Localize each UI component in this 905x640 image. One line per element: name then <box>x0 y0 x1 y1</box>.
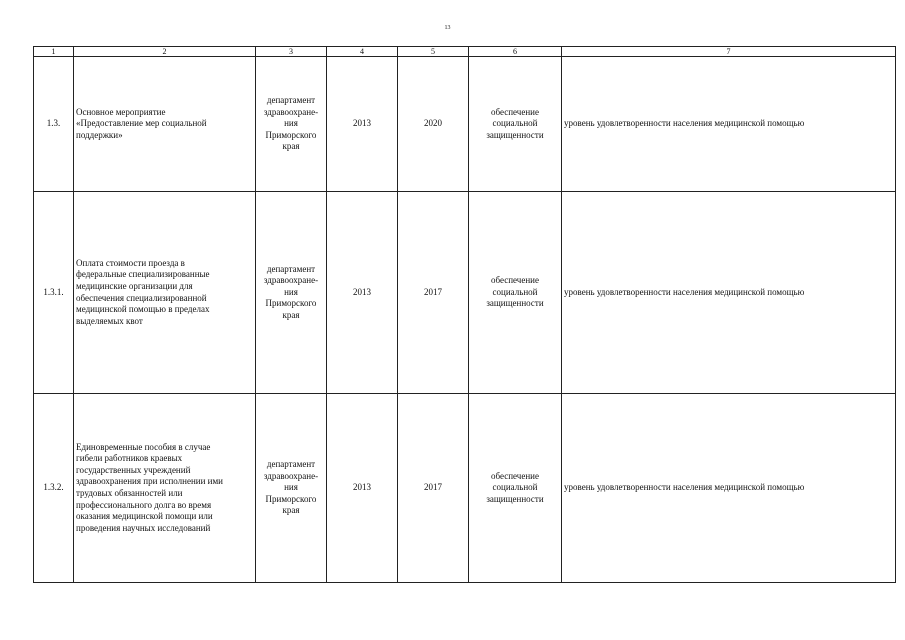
measure-name <box>74 57 256 192</box>
executor-line: департамент <box>266 263 316 274</box>
header-cell: 1 <box>34 47 74 57</box>
end-year: 2020 <box>398 57 469 192</box>
measure-name-line: медицинской помощью в пределах <box>76 304 210 315</box>
measure-name-line: гибели работников краевых <box>76 453 183 464</box>
start-year: 2013 <box>327 394 398 583</box>
table-row <box>34 394 896 583</box>
effect-line: социальной <box>492 118 538 129</box>
measure-name-line: Оплата стоимости проезда в <box>76 257 185 268</box>
header-cell: 7 <box>562 47 896 57</box>
executor-line: ния <box>284 118 298 129</box>
measure-name-line: проведения научных исследований <box>76 522 211 533</box>
measure-name-line: профессионального долга во время <box>76 499 212 510</box>
executor <box>256 192 327 394</box>
executor-line: Приморского <box>265 493 317 504</box>
measures-table <box>33 46 896 583</box>
effect-line: социальной <box>492 286 538 297</box>
measure-name-line: «Предоставление мер социальной <box>76 118 207 129</box>
end-year: 2017 <box>398 394 469 583</box>
executor-line: края <box>282 141 300 152</box>
executor-line: здравоохране- <box>263 275 319 286</box>
expected-effect <box>469 192 562 394</box>
executor-line: ния <box>284 286 298 297</box>
measure-name-line: обеспечения специализированной <box>76 292 207 303</box>
page-number: 13 <box>444 25 451 31</box>
executor-line: Приморского <box>265 129 317 140</box>
executor-line: Приморского <box>265 298 317 309</box>
measure-name-line: здравоохранения при исполнении ими <box>76 476 223 487</box>
effect-line: социальной <box>492 482 538 493</box>
indicator: уровень удовлетворенности населения медицинской помощью <box>562 394 896 583</box>
measure-name-line: выделяемых квот <box>76 315 143 326</box>
measure-name-line: федеральные специализированные <box>76 269 210 280</box>
effect-line: защищенности <box>486 493 544 504</box>
executor-line: департамент <box>266 95 316 106</box>
indicator: уровень удовлетворенности населения медицинской помощью <box>562 57 896 192</box>
table-row <box>34 57 896 192</box>
executor-line: департамент <box>266 459 316 470</box>
effect-line: обеспечение <box>491 275 539 286</box>
effect-line: обеспечение <box>491 106 539 117</box>
expected-effect <box>469 57 562 192</box>
executor-line: здравоохране- <box>263 106 319 117</box>
measure-name-line: Единовременные пособия в случае <box>76 441 211 452</box>
executor <box>256 394 327 583</box>
start-year: 2013 <box>327 57 398 192</box>
measure-name-line: поддержки» <box>76 129 123 140</box>
header-cell: 2 <box>74 47 256 57</box>
start-year: 2013 <box>327 192 398 394</box>
end-year: 2017 <box>398 192 469 394</box>
measure-name <box>74 394 256 583</box>
executor-line: здравоохране- <box>263 470 319 481</box>
measure-name-line: медицинские организации для <box>76 280 193 291</box>
measure-name <box>74 192 256 394</box>
table-row <box>34 192 896 394</box>
executor <box>256 57 327 192</box>
measure-name-line: оказания медицинской помощи или <box>76 511 213 522</box>
header-row <box>34 47 896 57</box>
header-cell: 5 <box>398 47 469 57</box>
effect-line: защищенности <box>486 298 544 309</box>
effect-line: обеспечение <box>491 470 539 481</box>
executor-line: края <box>282 505 300 516</box>
expected-effect <box>469 394 562 583</box>
header-cell: 3 <box>256 47 327 57</box>
measure-name-line: трудовых обязанностей или <box>76 488 183 498</box>
header-cell: 6 <box>469 47 562 57</box>
effect-line: защищенности <box>486 129 544 140</box>
executor-line: края <box>282 309 300 320</box>
item-number: 1.3.2. <box>34 394 74 583</box>
executor-line: ния <box>284 482 298 493</box>
indicator: уровень удовлетворенности населения медицинской помощью <box>562 192 896 394</box>
measure-name-line: Основное мероприятие <box>76 106 166 117</box>
item-number: 1.3.1. <box>34 192 74 394</box>
item-number: 1.3. <box>34 57 74 192</box>
measure-name-line: государственных учреждений <box>76 464 191 475</box>
header-cell: 4 <box>327 47 398 57</box>
